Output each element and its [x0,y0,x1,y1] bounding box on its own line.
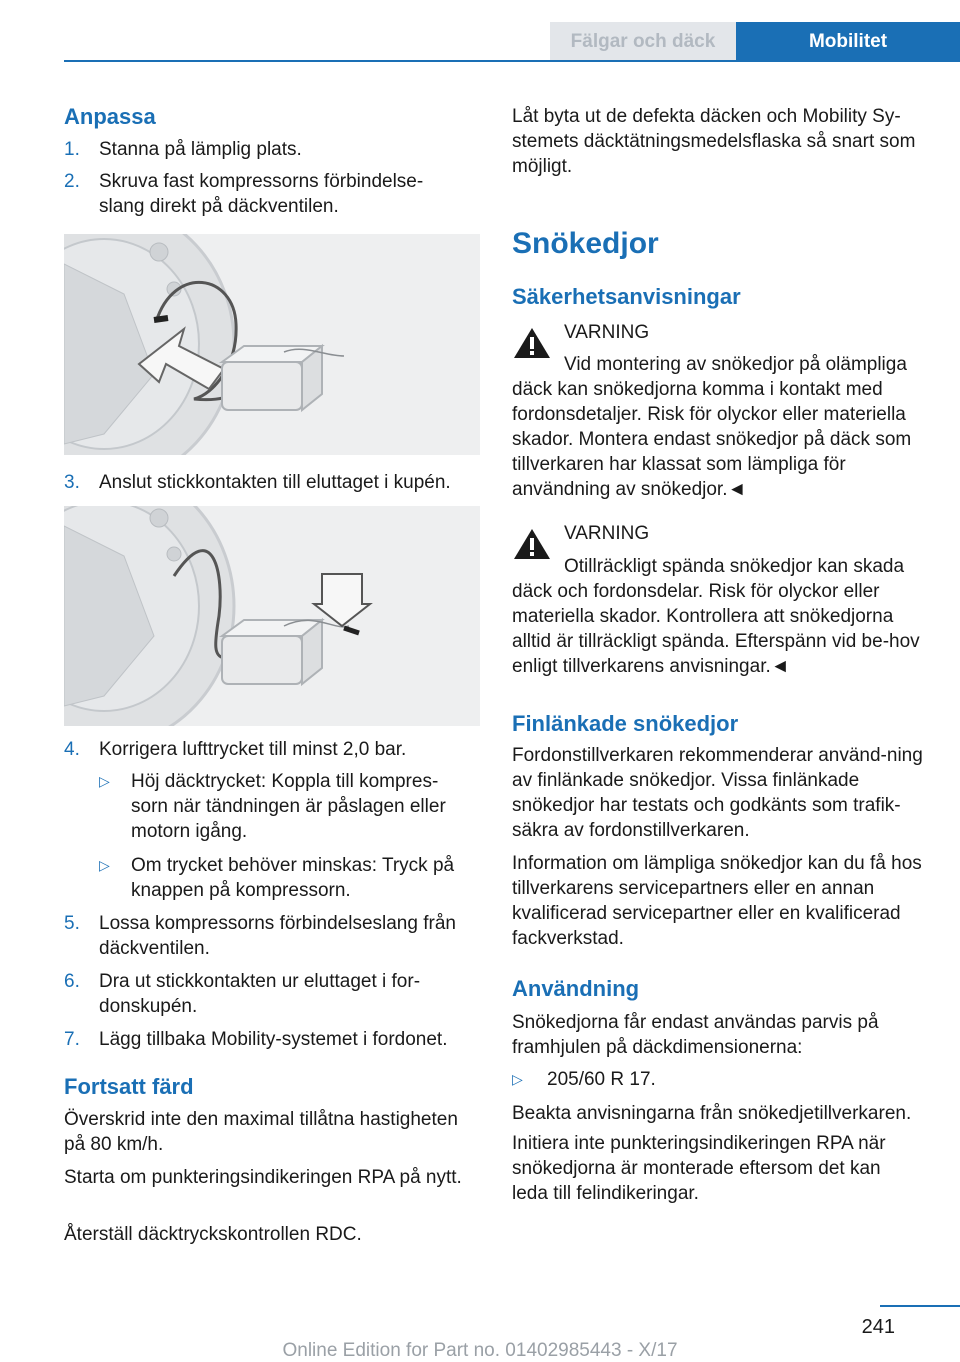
section-title-fine-link: Finlänkade snökedjor [512,711,739,736]
warning-label: VARNING [564,322,650,343]
paragraph: Beakta anvisningarna från snökedjetillverkaren. [512,1103,912,1124]
step-number: 7. [64,1029,80,1050]
chapter-title-snow-chains: Snökedjor [512,227,659,260]
paragraph: Snökedjorna får endast användas parvis på framhjulen på däckdimensionerna: [512,1012,879,1058]
step-text: Anslut stickkontakten till eluttaget i kupén. [99,472,451,493]
step-text: Stanna på lämplig plats. [99,139,302,160]
section-title-continue: Fortsatt färd [64,1074,194,1099]
warning-text: Vid montering av snökedjor på olämpliga däck kan snökedjorna komma i kontakt med fordonsdetaljer. Risk för olyckor eller materiella skador. Montera endast snökedjor på däck som tillverkaren har klassat som lämpliga för användning av snökedjor.◄ [512,354,912,500]
step-text: Korrigera lufttrycket till minst 2,0 bar. [99,739,407,760]
triangle-bullet-icon: ▷ [99,773,110,789]
section-title-anpassa: Anpassa [64,104,156,129]
header-tab-rims-tires[interactable]: Fälgar och däck [550,22,736,62]
page-header [0,0,960,62]
paragraph: Återställ däcktryckskontrollen RDC. [64,1224,362,1245]
paragraph: Starta om punkteringsindikeringen RPA på nytt. [64,1167,462,1188]
header-tab-mobility[interactable]: Mobilitet [736,22,960,62]
step-text: Lägg tillbaka Mobility-systemet i fordonet. [99,1029,448,1050]
triangle-bullet-icon: ▷ [99,857,110,873]
compressor-plug-figure [64,506,480,726]
warning-label: VARNING [564,523,650,544]
step-number: 1. [64,139,80,160]
step-number: 5. [64,913,80,934]
list-item [99,853,480,903]
paragraph: Låt byta ut de defekta däcken och Mobility Sy-stemets däcktätningsmedelsflaska så snart som möjligt. [512,106,916,177]
footer-divider [880,1305,960,1307]
bullet-text: Höj däcktrycket: Koppla till kompres-sorn när tändningen är påslagen eller motorn igång. [131,771,446,842]
bullet-text: 205/60 R 17. [547,1069,656,1090]
step-number: 6. [64,971,80,992]
step-number: 4. [64,739,80,760]
step-number: 2. [64,171,80,192]
section-title-safety: Säkerhetsanvisningar [512,284,741,309]
bullet-text: Om trycket behöver minskas: Tryck på knappen på kompressorn. [131,855,455,901]
paragraph: Initiera inte punkteringsindikeringen RPA när snökedjorna är monterade eftersom det kan leda till felindikeringar. [512,1133,886,1204]
paragraph: Fordonstillverkaren rekommenderar använd-ning av finlänkade snökedjor. Vissa finlänkade snökedjor har testats och godkänts som trafik-säkra av fordonstillverkaren. [512,745,923,841]
compressor-plug-illustration [64,506,480,726]
step-text: Lossa kompressorns förbindelseslang från däckventilen. [99,913,456,959]
step-text: Skruva fast kompressorns förbindelse-slang direkt på däckventilen. [99,171,424,217]
list-item [64,737,480,762]
list-item [64,169,480,219]
list-item [99,769,480,844]
compressor-hose-illustration [64,234,480,455]
paragraph: Information om lämpliga snökedjor kan du få hos tillverkarens servicepartners eller en annan kvalificerad servicepartner eller en kvalificerad fackverkstad. [512,853,922,949]
list-item [64,1027,480,1052]
step-text: Dra ut stickkontakten ur eluttaget i for-donskupén. [99,971,421,1017]
list-item [64,911,480,961]
step-number: 3. [64,472,80,493]
list-item [64,470,480,495]
warning-text: Otillräckligt spända snökedjor kan skada däck och fordonsdelar. Risk för olyckor eller materiella skador. Kontrollera att snökedjorna alltid är tillräckligt spända. Efterspänn vid be-hov enligt tillverkarens anvisningar.◄ [512,556,920,677]
compressor-hose-figure [64,234,480,455]
header-divider [64,60,960,62]
triangle-bullet-icon: ▷ [512,1071,523,1087]
list-item [64,969,480,1019]
page-number: 241 [861,1316,895,1338]
paragraph: Överskrid inte den maximal tillåtna hastigheten på 80 km/h. [64,1109,458,1155]
list-item [64,137,480,162]
section-title-usage: Användning [512,976,640,1001]
list-item [512,1067,928,1092]
edition-note: Online Edition for Part no. 01402985443 - X/17 [282,1340,678,1361]
